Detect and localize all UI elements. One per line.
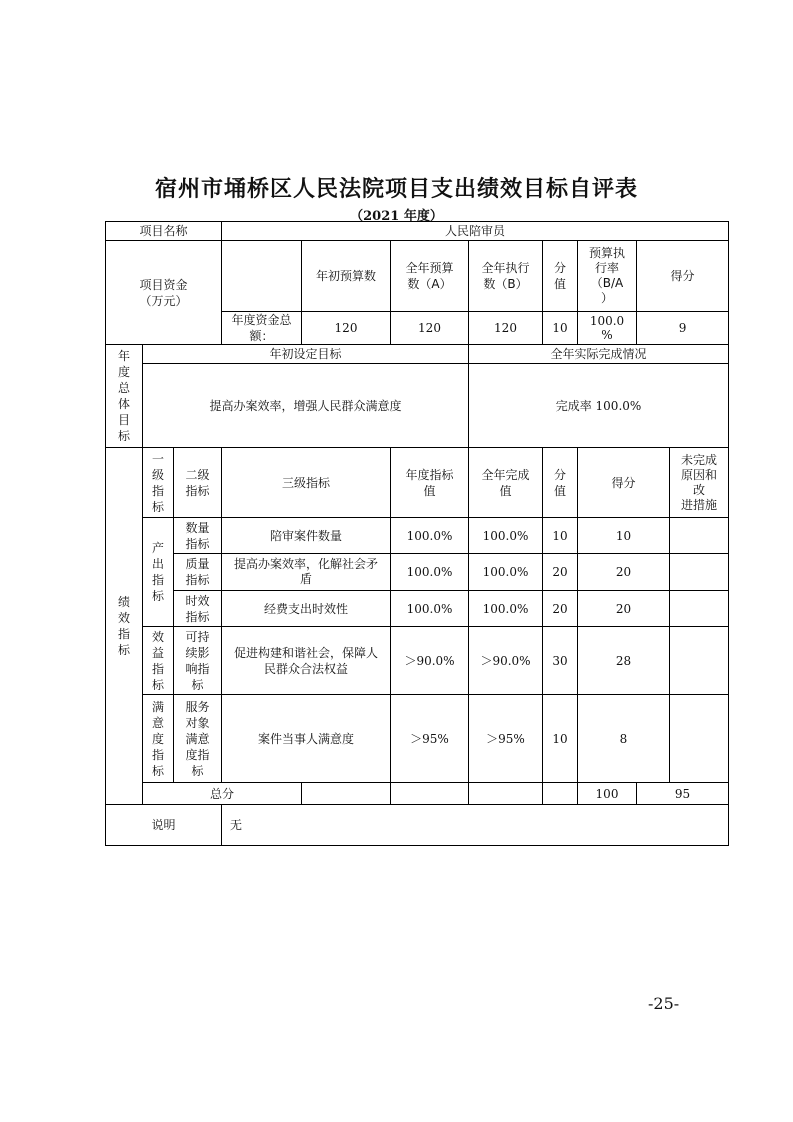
total-empty-cell	[391, 783, 469, 805]
col-score: 得分	[637, 241, 729, 312]
score-value-cell: 30	[543, 627, 578, 695]
page-subtitle: （2021 年度）	[350, 209, 443, 224]
completion-cell: ＞95%	[469, 695, 543, 783]
goals-set-value: 提高办案效率，增强人民群众满意度	[143, 364, 469, 448]
funds-total-label: 年度资金总 额：	[222, 312, 302, 345]
header-annual-completion: 全年完成 值	[469, 448, 543, 518]
col-initial-budget: 年初预算数	[302, 241, 391, 312]
goals-value-row	[106, 364, 729, 448]
level3-cell: 提高办案效率，化解社会矛 盾	[222, 554, 391, 591]
reason-cell	[670, 695, 729, 783]
total-empty-cell	[543, 783, 578, 805]
target-cell: 100.0%	[391, 518, 469, 554]
project-name-label: 项目名称	[106, 222, 222, 241]
funds-annual-budget: 120	[391, 312, 469, 345]
funds-annual-execution: 120	[469, 312, 543, 345]
col-score-value: 分 值	[543, 241, 578, 312]
remark-label: 说明	[106, 805, 222, 846]
funds-execution-rate: 100.0 %	[578, 312, 637, 345]
completion-cell: ＞90.0%	[469, 627, 543, 695]
funds-score: 9	[637, 312, 729, 345]
reason-cell	[670, 554, 729, 591]
funds-header-row	[106, 241, 729, 312]
funds-initial-budget: 120	[302, 312, 391, 345]
total-score-value: 100	[578, 783, 637, 805]
header-reason: 未完成 原因和 改 进措施	[670, 448, 729, 518]
col-annual-budget: 全年预算 数（A）	[391, 241, 469, 312]
score-value-cell: 20	[543, 554, 578, 591]
funds-label: 项目资金 （万元）	[106, 241, 222, 345]
table-row	[106, 627, 729, 695]
target-cell: ＞95%	[391, 695, 469, 783]
page-number: -25-	[648, 994, 680, 1013]
completion-cell: 100.0%	[469, 591, 543, 627]
level1-benefit: 效 益 指 标	[143, 627, 174, 695]
header-score-value: 分 值	[543, 448, 578, 518]
level2-cell: 可持 续影 响指 标	[174, 627, 222, 695]
total-row	[106, 783, 729, 805]
completion-cell: 100.0%	[469, 518, 543, 554]
score-value-cell: 10	[543, 695, 578, 783]
header-level3: 三级指标	[222, 448, 391, 518]
target-cell: 100.0%	[391, 554, 469, 591]
goals-label: 年 度 总 体 目 标	[106, 345, 143, 448]
level2-cell: 服务 对象 满意 度指 标	[174, 695, 222, 783]
header-level2: 二级 指标	[174, 448, 222, 518]
score-cell: 20	[578, 591, 670, 627]
level1-output: 产 出 指 标	[143, 518, 174, 627]
indicators-label: 绩 效 指 标	[106, 448, 143, 805]
total-empty-cell	[302, 783, 391, 805]
page-title: 宿州市埇桥区人民法院项目支出绩效目标自评表	[154, 177, 638, 202]
score-value-cell: 10	[543, 518, 578, 554]
reason-cell	[670, 591, 729, 627]
level2-cell: 质量 指标	[174, 554, 222, 591]
header-level1: 一 级 指 标	[143, 448, 174, 518]
col-execution-rate: 预算执 行率 （B/A ）	[578, 241, 637, 312]
goals-actual-header: 全年实际完成情况	[469, 345, 729, 364]
level2-cell: 时效 指标	[174, 591, 222, 627]
remark-row	[106, 805, 729, 846]
score-cell: 28	[578, 627, 670, 695]
total-empty-cell	[469, 783, 543, 805]
level3-cell: 促进构建和谐社会，保障人 民群众合法权益	[222, 627, 391, 695]
table-row	[106, 518, 729, 554]
level1-satisfaction: 满 意 度 指 标	[143, 695, 174, 783]
header-annual-target: 年度指标 值	[391, 448, 469, 518]
header-score: 得分	[578, 448, 670, 518]
reason-cell	[670, 518, 729, 554]
score-cell: 10	[578, 518, 670, 554]
project-name-value: 人民陪审员	[222, 222, 729, 241]
remark-value: 无	[222, 805, 729, 846]
table-row	[106, 554, 729, 591]
score-cell: 20	[578, 554, 670, 591]
total-score: 95	[637, 783, 729, 805]
level3-cell: 案件当事人满意度	[222, 695, 391, 783]
score-cell: 8	[578, 695, 670, 783]
target-cell: ＞90.0%	[391, 627, 469, 695]
level3-cell: 陪审案件数量	[222, 518, 391, 554]
funds-score-value: 10	[543, 312, 578, 345]
evaluation-table	[105, 221, 729, 846]
project-name-row	[106, 222, 729, 241]
completion-cell: 100.0%	[469, 554, 543, 591]
reason-cell	[670, 627, 729, 695]
level3-cell: 经费支出时效性	[222, 591, 391, 627]
total-label: 总分	[143, 783, 302, 805]
score-value-cell: 20	[543, 591, 578, 627]
table-row	[106, 695, 729, 783]
goals-actual-value: 完成率 100.0%	[469, 364, 729, 448]
target-cell: 100.0%	[391, 591, 469, 627]
level2-cell: 数量 指标	[174, 518, 222, 554]
indicators-header-row	[106, 448, 729, 518]
funds-empty-cell	[222, 241, 302, 312]
goals-set-header: 年初设定目标	[143, 345, 469, 364]
table-row	[106, 591, 729, 627]
goals-header-row	[106, 345, 729, 364]
col-annual-execution: 全年执行 数（B）	[469, 241, 543, 312]
